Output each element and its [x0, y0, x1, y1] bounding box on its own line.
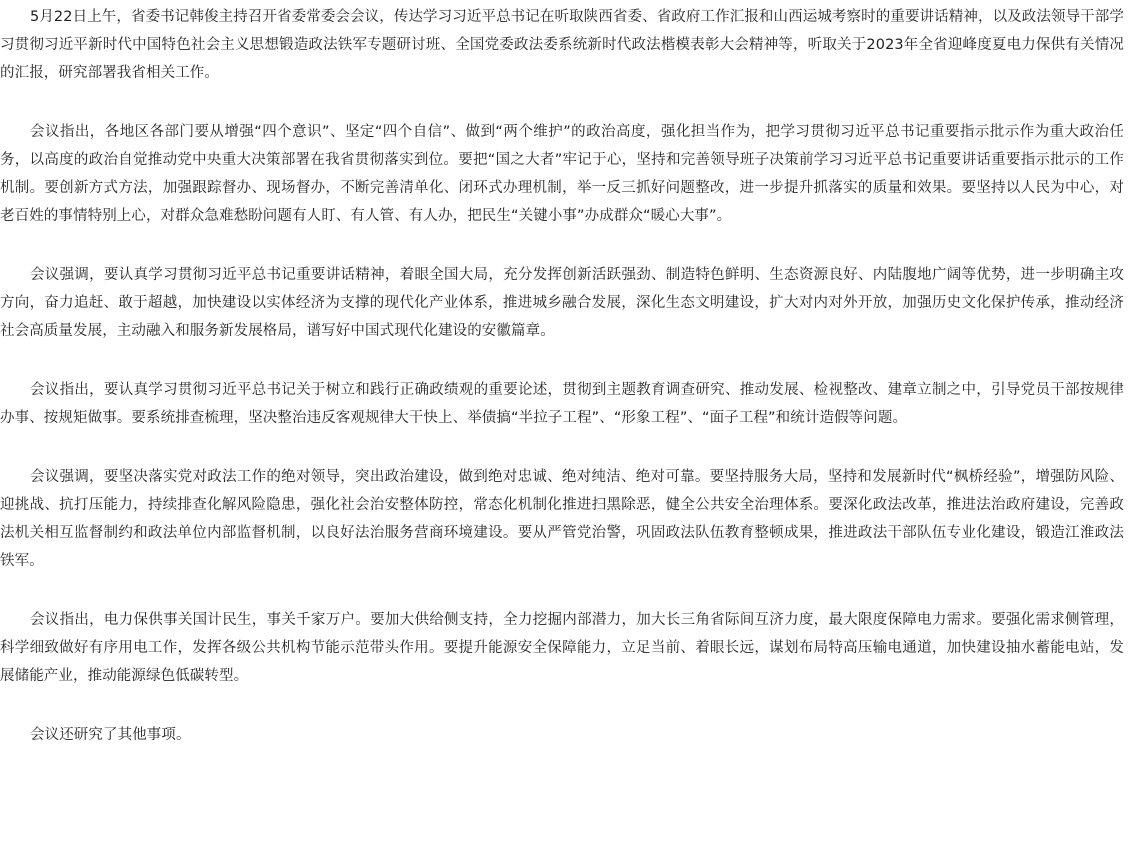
- paragraph-power-supply: 会议指出，电力保供事关国计民生，事关千家万户。要加大供给侧支持，全力挖掘内部潜力，加大长三角省际间互济力度，最大限度保障电力需求。要强化需求侧管理，科学细致做好有序用电工作，发挥各级公共机构节能示范带头作用。要提升能源安全保障能力，立足当前、着眼长远，谋划布局特高压输电通道，加快建设抽水蓄能电站，发展储能产业，推动能源绿色低碳转型。: [0, 612, 1124, 684]
- paragraph-political-responsibility: 会议指出，各地区各部门要从增强“四个意识”、坚定“四个自信”、做到“两个维护”的政治高度，强化担当作为，把学习贯彻习近平总书记重要指示批示作为重大政治任务，以高度的政治自觉推动党中央重大决策部署在我省贯彻落实到位。要把“国之大者”牢记于心，坚持和完善领导班子决策前学习习近平总书记重要讲话重要指示批示的工作机制。要创新方式方法，加强跟踪督办、现场督办，不断完善清单化、闭环式办理机制，举一反三抓好问题整改，进一步提升抓落实的质量和效果。要坚持以人民为中心，对老百姓的事情特别上心，对群众急难愁盼问题有人盯、有人管、有人办，把民生“关键小事”办成群众“暖心大事”。: [0, 124, 1124, 224]
- paragraph-performance-view: 会议指出，要认真学习贯彻习近平总书记关于树立和践行正确政绩观的重要论述，贯彻到主题教育调查研究、推动发展、检视整改、建章立制之中，引导党员干部按规律办事、按规矩做事。要系统排查梳理，坚决整治违反客观规律大干快上、举债搞“半拉子工程”、“形象工程”、“面子工程”和统计造假等问题。: [0, 382, 1124, 426]
- paragraph-meeting-intro: 5月22日上午，省委书记韩俊主持召开省委常委会会议，传达学习习近平总书记在听取陕西省委、省政府工作汇报和山西运城考察时的重要讲话精神，以及政法领导干部学习贯彻习近平新时代中国特色社会主义思想锻造政法铁军专题研讨班、全国党委政法委系统新时代政法楷模表彰大会精神等，听取关于2023年全省迎峰度夏电力保供有关情况的汇报，研究部署我省相关工作。: [0, 9, 1124, 81]
- paragraph-other-matters: 会议还研究了其他事项。: [30, 727, 191, 743]
- paragraph-development-goals: 会议强调，要认真学习贯彻习近平总书记重要讲话精神，着眼全国大局，充分发挥创新活跃强劲、制造特色鲜明、生态资源良好、内陆腹地广阔等优势，进一步明确主攻方向，奋力追赶、敢于超越，加快建设以实体经济为支撑的现代化产业体系，推进城乡融合发展，深化生态文明建设，扩大对内对外开放，加强历史文化保护传承，推动经济社会高质量发展，主动融入和服务新发展格局，谱写好中国式现代化建设的安徽篇章。: [0, 267, 1124, 339]
- paragraph-political-legal-work: 会议强调，要坚决落实党对政法工作的绝对领导，突出政治建设，做到绝对忠诚、绝对纯洁、绝对可靠。要坚持服务大局，坚持和发展新时代“枫桥经验”，增强防风险、迎挑战、抗打压能力，持续排查化解风险隐患，强化社会治安整体防控，常态化机制化推进扫黑除恶，健全公共安全治理体系。要深化政法改革，推进法治政府建设，完善政法机关相互监督制约和政法单位内部监督机制，以良好法治服务营商环境建设。要从严管党治警，巩固政法队伍教育整顿成果，推进政法干部队伍专业化建设，锻造江淮政法铁军。: [0, 469, 1124, 569]
